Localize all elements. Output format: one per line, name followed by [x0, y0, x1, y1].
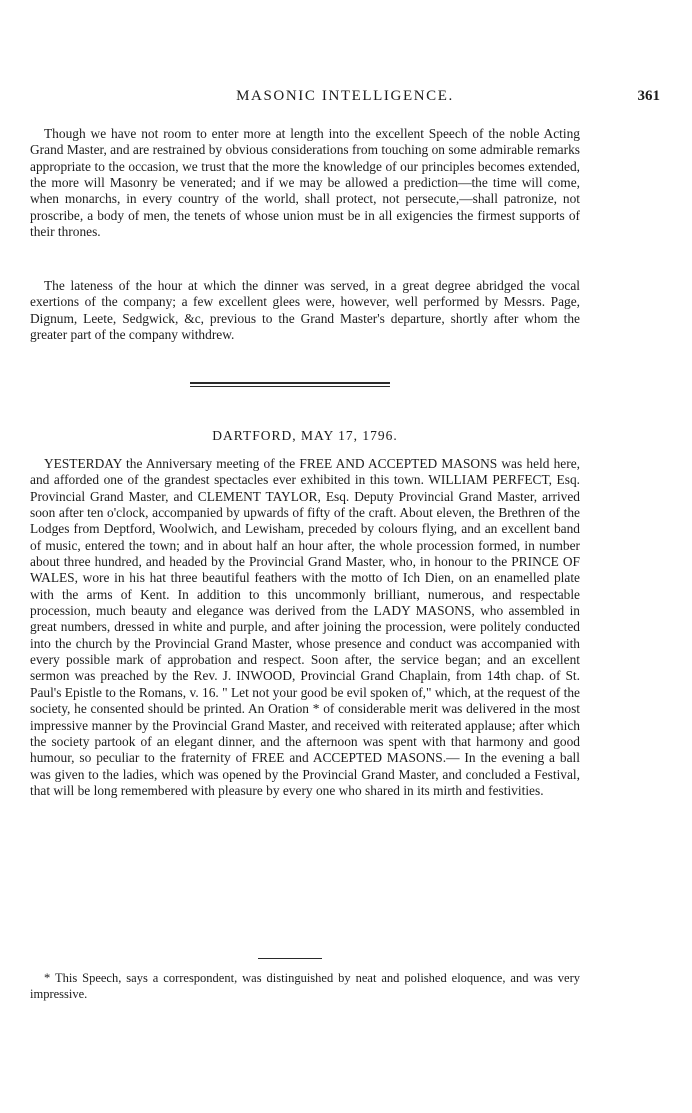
page-number: 361 [637, 88, 660, 104]
section-divider [190, 382, 390, 387]
page-header [30, 88, 660, 110]
body-paragraph: The lateness of the hour at which the dinner was served, in a great degree abridged the vocal exertions of the company; a few excellent glees were, however, well performed by Messrs. Page, Dignum, Leete, Sedgwick, &c, previous to the Grand Master's departure, shortly after whom the greater part of the company withdrew. [30, 278, 580, 343]
body-paragraph: Though we have not room to enter more at length into the excellent Speech of the noble Acting Grand Master, and are restrained by obvious considerations from touching on some admirable remarks appropriate to the occasion, we trust that the more the knowledge of our principles becomes extended, the more will Masonry be venerated; and if we may be allowed a prediction—the time will come, when monarchs, in every country of the world, shall protect, not persecute,—shall patronize, not proscribe, a body of men, the tenets of whose union must be in all exigencies the firmest supports of their thrones. [30, 126, 580, 240]
article-dateline: DARTFORD, MAY 17, 1796. [212, 428, 398, 443]
footnote [30, 970, 580, 1002]
article-one-paragraph-one [30, 126, 580, 240]
article-one-paragraph-two [30, 278, 580, 343]
divider-thick-line [190, 382, 390, 384]
body-paragraph: YESTERDAY the Anniversary meeting of the FREE AND ACCEPTED MASONS was held here, and afforded one of the grandest spectacles ever exhibited in this town. WILLIAM PERFECT, Esq. Provincial Grand Master, and CLEMENT TAYLOR, Esq. Deputy Provincial Grand Master, arrived soon after ten o'clock, accompanied by upwards of fifty of the craft. About eleven, the Brethren of the Lodges from Deptford, Woolwich, and Lewisham, preceded by colours flying, and an excellent band of music, entered the town; and in about half an hour after, the whole procession formed, in number about three hundred, and headed by the Provincial Grand Master, who, in honour to the PRINCE OF WALES, wore in his hat three beautiful feathers with the motto of Ich Dien, on an enamelled plate with the arms of Kent. In addition to this uncommonly brilliant, numerous, and respectable procession, much beauty and elegance was derived from the LADY MASONS, who assembled in great numbers, dressed in white and purple, and after joining the procession, were politely conducted into the church by the Provincial Grand Master, whose presence and conduct was accompanied with every possible mark of approbation and respect. Soon after, the service began; and an excellent sermon was preached by the Rev. J. INWOOD, Provincial Grand Chaplain, from 14th chap. of St. Paul's Epistle to the Romans, v. 16. " Let not your good be evil spoken of," which, at the request of the society, he consented should be printed. An Oration * of considerable merit was delivered in the most impressive manner by the Provincial Grand Master, and received with reiterated applause; after which the society partook of an elegant dinner, and the afternoon was spent with that harmony and good humour, so peculiar to the fraternity of FREE and ACCEPTED MASONS.— In the evening a ball was given to the ladies, which was opened by the Provincial Grand Master, and concluded a Festival, that will be long remembered with pleasure by every one who shared in its mirth and festivities. [30, 456, 580, 798]
footnote-text: * This Speech, says a correspondent, was distinguished by neat and polished eloquence, and was very impressive. [30, 971, 580, 1001]
divider-thin-line [190, 386, 390, 387]
article-two-body [30, 456, 580, 799]
footnote-divider [258, 958, 322, 959]
running-title: MASONIC INTELLIGENCE. [236, 88, 454, 104]
